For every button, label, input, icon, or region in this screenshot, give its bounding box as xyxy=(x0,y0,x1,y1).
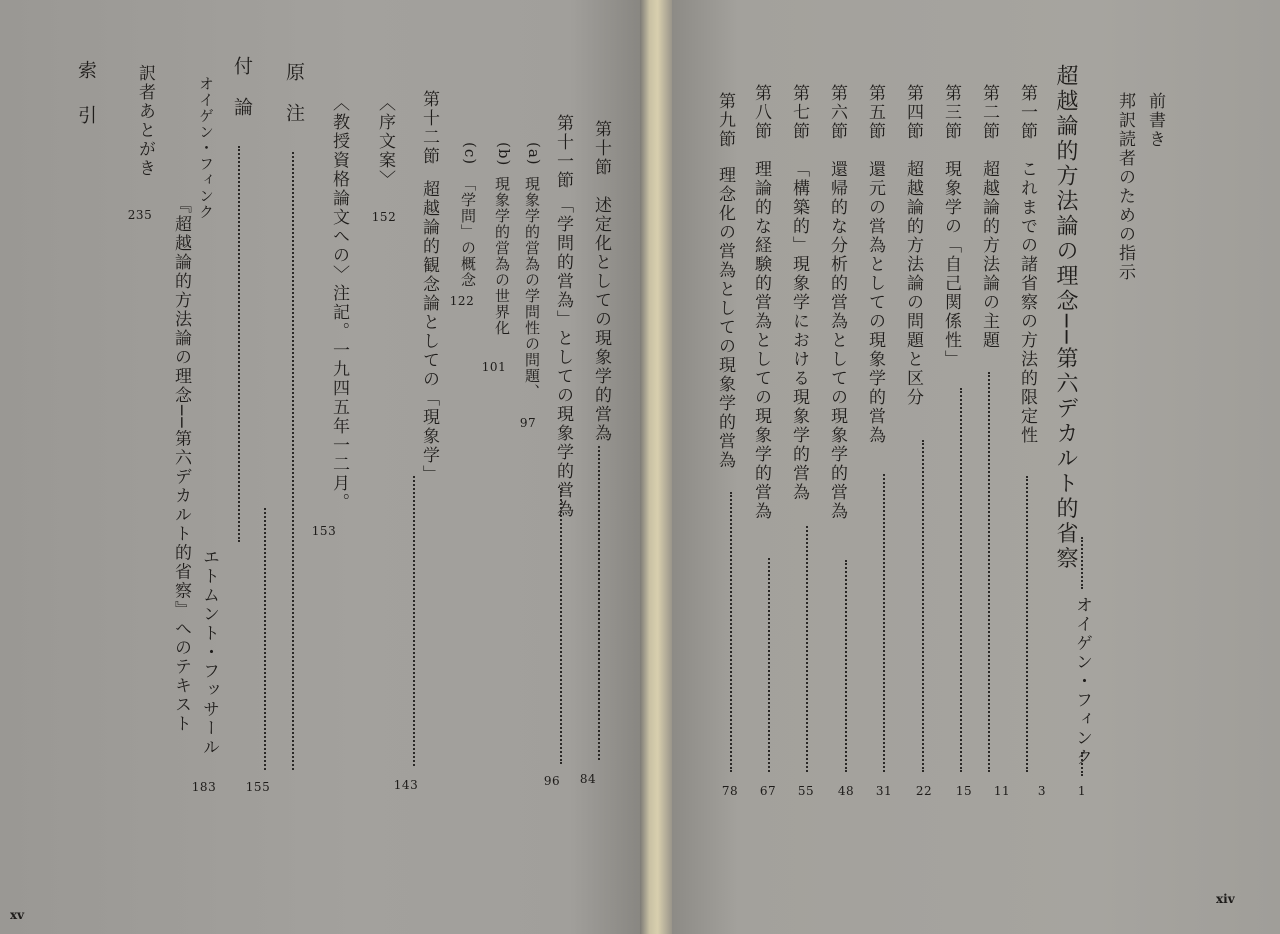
toc-page-number: 78 xyxy=(721,784,739,798)
toc-leader xyxy=(598,446,600,760)
toc-leader xyxy=(238,146,240,542)
toc-entry-title: 〈教授資格論文への〉注記。一九四五年一二月。 xyxy=(329,94,349,512)
toc-page-number: 3 xyxy=(1037,784,1047,798)
toc-section-label: 第六節 xyxy=(827,84,847,141)
toc-leader xyxy=(1026,476,1028,772)
toc-leader xyxy=(922,440,924,772)
toc-entry-title: 〈序文案〉 xyxy=(375,94,395,189)
toc-section-label: 第十二節 xyxy=(419,90,439,166)
toc-main-author: オイゲン・フィンク xyxy=(1072,596,1092,767)
toc-page-number: 11 xyxy=(993,784,1011,798)
toc-section-title: 「学問的営為」としての現象学的営為 xyxy=(553,196,573,519)
toc-section-label: 第八節 xyxy=(751,84,771,141)
toc-page-number: 84 xyxy=(579,772,597,786)
toc-leader xyxy=(1081,752,1083,776)
toc-page-number: 31 xyxy=(875,784,893,798)
toc-page-number: 101 xyxy=(481,360,507,374)
toc-subsection-mark: (c) xyxy=(461,142,479,166)
toc-section-title: 「構築的」現象学における現象学的営為 xyxy=(789,160,809,502)
toc-leader xyxy=(413,476,415,766)
toc-subsection-title: 「学問」の概念 xyxy=(459,176,477,288)
toc-page-number: 235 xyxy=(127,208,153,222)
toc-section-title: 還帰的な分析的営為としての現象学的営為 xyxy=(827,160,847,521)
toc-leader xyxy=(845,560,847,772)
toc-section-title: これまでの諸省察の方法的限定性 xyxy=(1017,160,1037,445)
toc-section-label: 第七節 xyxy=(789,84,809,141)
toc-page-number: 153 xyxy=(311,524,337,538)
page-folio: xiv xyxy=(1216,892,1235,906)
toc-leader xyxy=(768,558,770,772)
book-gutter xyxy=(640,0,672,934)
toc-leader xyxy=(960,388,962,772)
toc-section-label: 第九節 xyxy=(715,92,735,149)
toc-entry-title: 訳者あとがき xyxy=(135,64,155,178)
toc-section-title: 理念化の営為としての現象学的営為 xyxy=(715,166,735,470)
toc-page-number: 97 xyxy=(519,416,537,430)
page-folio: xv xyxy=(10,908,25,922)
toc-leader xyxy=(292,152,294,770)
toc-appendix-author: エトムント・フッサール xyxy=(199,548,219,757)
toc-leader xyxy=(264,508,266,770)
toc-leader xyxy=(883,474,885,772)
toc-subsection-title: 現象学的営為の学問性の問題、 xyxy=(523,176,541,400)
toc-section-title: 現象学の「自己関係性」 xyxy=(941,160,961,369)
toc-index-label: 索引 xyxy=(75,60,97,150)
toc-leader xyxy=(1081,537,1083,589)
toc-section-title: 述定化としての現象学的営為 xyxy=(591,196,611,443)
toc-leader xyxy=(560,488,562,764)
toc-page-number: 1 xyxy=(1077,784,1087,798)
toc-section-label: 第二節 xyxy=(979,84,999,141)
toc-section-title: 超越論的観念論としての「現象学」 xyxy=(419,180,439,484)
toc-preface: 前書き xyxy=(1145,92,1165,149)
toc-section-label: 第十節 xyxy=(591,120,611,177)
toc-appendix-label: 付論 xyxy=(231,56,253,138)
toc-section-label: 第十一節 xyxy=(553,114,573,190)
toc-page-number: 155 xyxy=(245,780,271,794)
toc-page-number: 22 xyxy=(915,784,933,798)
toc-main-title: 超越論的方法論の理念──第六デカルト的省察 xyxy=(1053,64,1078,572)
toc-page-number: 55 xyxy=(797,784,815,798)
toc-page-number: 183 xyxy=(191,780,217,794)
toc-page-number: 67 xyxy=(759,784,777,798)
toc-page-number: 96 xyxy=(543,774,561,788)
toc-page-number: 48 xyxy=(837,784,855,798)
toc-appendix-author-fink: オイゲン・フィンク xyxy=(197,76,215,220)
toc-subsection-mark: (a) xyxy=(525,142,543,166)
toc-page-number: 152 xyxy=(371,210,397,224)
toc-subsection-mark: (b) xyxy=(495,142,513,167)
toc-section-title: 超越論的方法論の問題と区分 xyxy=(903,160,923,407)
toc-section-title: 超越論的方法論の主題 xyxy=(979,160,999,350)
toc-subsection-title: 現象学的営為の世界化 xyxy=(493,176,511,336)
toc-section-label: 第一節 xyxy=(1017,84,1037,141)
toc-translators-guide: 邦訳読者のための指示 xyxy=(1115,92,1135,282)
toc-leader xyxy=(988,372,990,772)
toc-leader xyxy=(730,492,732,772)
toc-leader xyxy=(806,526,808,772)
toc-section-title: 理論的な経験的営為としての現象学的営為 xyxy=(751,160,771,521)
toc-section-title: 還元の営為としての現象学的営為 xyxy=(865,160,885,445)
toc-appendix-title: 『超越論的方法論の理念──第六デカルト的省察』へのテキスト xyxy=(171,196,191,734)
toc-notes-label: 原注 xyxy=(283,62,305,144)
toc-page-number: 122 xyxy=(449,294,475,308)
toc-section-label: 第五節 xyxy=(865,84,885,141)
toc-page-number: 143 xyxy=(393,778,419,792)
toc-page-number: 15 xyxy=(955,784,973,798)
toc-section-label: 第三節 xyxy=(941,84,961,141)
toc-section-label: 第四節 xyxy=(903,84,923,141)
